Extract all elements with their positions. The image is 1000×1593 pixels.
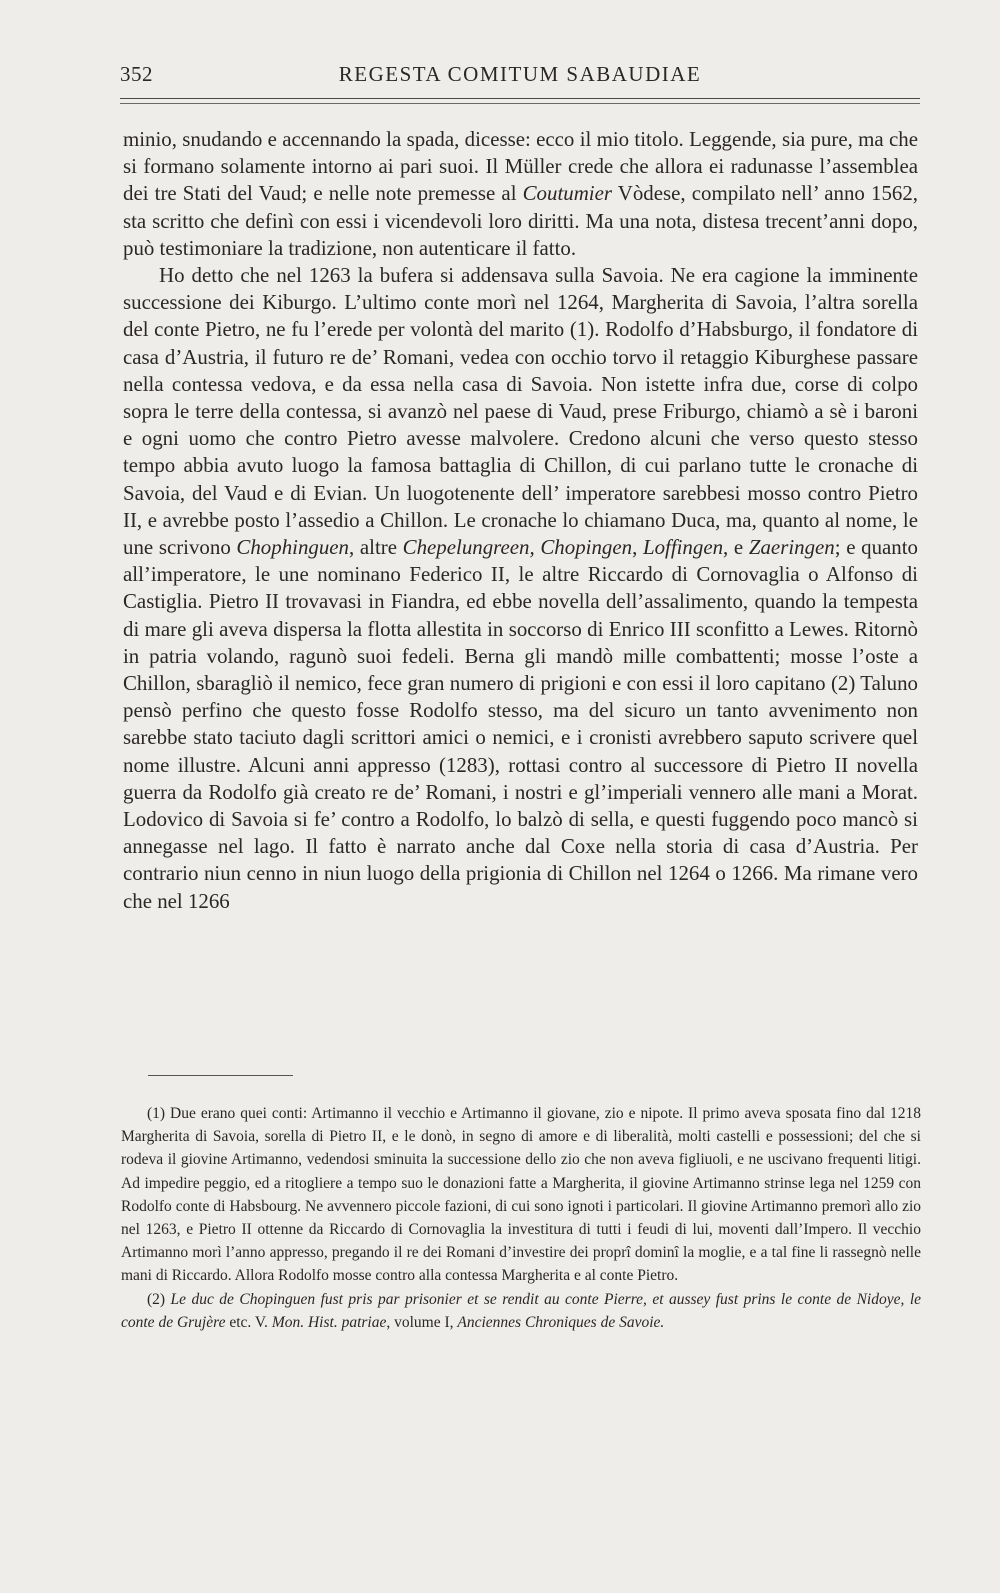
footnote-2-italic-1: Le duc de Chopinguen fust pris par prisonier et se rendit au conte Pierre, et aussey fust prins le conte de Nidoye, le conte de Grujère bbox=[121, 1290, 922, 1331]
paragraph-2 bbox=[123, 262, 918, 915]
paragraph-2-italic-3: Loffingen bbox=[642, 535, 724, 560]
paragraph-2-text-b: . Rodolfo d’Habsburgo, il fondatore di casa d’Austria, il futuro re de’ Romani, vedea con occhio torvo il retaggio Kiburghese passare nella contessa vedova, e da essa nella casa di Savoia. Non istette infra due, corse di colpo sopra le terre della contessa, si avanzò nel paese di Vaud, prese Friburgo, chiamò a sè i baroni e ogni uomo che contro Pietro avesse malvolere. Credono alcuni che verso questo stesso tempo abbia avuto luogo la famosa battaglia di Chillon, di cui parlano tutte le cronache di Savoia, del Vaud e di Evian. Un luogotenente dell’ imperatore sarebbesi mosso contro Pietro II, e avrebbe posto l’assedio a Chillon. Le cronache lo chiamano Duca, ma, quanto al nome, le une scrivono bbox=[123, 317, 918, 560]
footnote-1-text: Due erano quei conti: Artimanno il vecchio e Artimanno il giovane, zio e nipote. Il primo aveva sposata fino dal 1218 Margherita di Savoia, sorella di Pietro II, e le donò, in segno di amore e di liberalità, molti castelli e possessioni; del che si rodeva il giovine Artimanno, vedendosi sminuita la successione dello zio che non aveva figliuoli, e ne uscivano frequenti litigi. Ad impedire peggio, ed a ritogliere a tempo suo le donazioni fatte a Margherita, il giovine Artimanno strinse lega nel 1259 con Rodolfo conte di Habsbourg. Ne avvennero piccole fazioni, di cui sono ignoti i particolari. Il giovine Artimanno premorì allo zio nel 1263, e Pietro II ottenne da Riccardo di Cornovaglia la investitura di tutti i feudi di lui, moventi dall’Impero. Il vecchio Artimanno morì l’anno appresso, pregando il re dei Romani d’investire dei proprî dominî la moglie, e a tal fine li rassegnò nelle mani di Riccardo. Allora Rodolfo mosse contro alla contessa Margherita e al conte Pietro. bbox=[121, 1105, 921, 1285]
header-rule-top bbox=[120, 98, 920, 99]
paragraph-2-italic-2: Chepelungreen, Chopingen bbox=[402, 535, 633, 560]
footnote-2-italic-3: Anciennes Chroniques de Savoie. bbox=[457, 1313, 665, 1331]
paragraph-2-text-d: , bbox=[632, 535, 643, 560]
paragraph-2-text-c: , altre bbox=[349, 535, 403, 560]
footnote-ref-2[interactable]: (2) bbox=[830, 671, 856, 696]
paragraph-1-italic: Coutumier bbox=[522, 181, 612, 206]
paragraph-1-text-b: Vòdese, compilato nell’ anno 1562, sta scritto che definì con essi i vicendevoli loro diritti. Ma una nota, distesa trecent’anni dopo, può testimoniare la tradizione, non autenticare il fatto. bbox=[123, 181, 919, 260]
paragraph-2-text-a: Ho detto che nel 1263 la bufera si addensava sulla Savoia. Ne era cagione la imminente successione dei Kiburgo. L’ultimo conte morì nel 1264, Margherita di Savoia, l’altra sorella del conte Pietro, ne fu l’erede per volontà del marito bbox=[123, 263, 918, 342]
paragraph-2-italic-1: Chophinguen bbox=[236, 535, 349, 560]
paragraph-2-text-e: , e bbox=[723, 535, 749, 560]
paragraph-2-text-f: ; e quanto all’imperatore, le une nominano Federico II, le altre Riccardo di Cornovaglia o Alfonso di Castiglia. Pietro II trovavasi in Fiandra, ed ebbe novella dell’assalimento, quando la tempesta di mare gli aveva dispersa la flotta allestita in soccorso di Enrico III sconfitto a Lewes. Ritornò in patria volando, ragunò suoi fedeli. Berna gli mandò mille combattenti; mosse l’oste a Chillon, sbaragliò il nemico, fece gran numero di prigioni e con essi il loro capitano bbox=[123, 535, 918, 696]
footnote-1-marker: (1) bbox=[147, 1105, 166, 1122]
footnotes bbox=[121, 1102, 921, 1334]
footnote-separator bbox=[148, 1075, 293, 1076]
paragraph-2-italic-4: Zaeringen bbox=[748, 535, 835, 560]
footnote-2-marker: (2) bbox=[147, 1290, 166, 1308]
header-rule-bottom bbox=[120, 103, 920, 104]
page-header bbox=[120, 62, 920, 94]
footnote-2 bbox=[121, 1288, 921, 1334]
footnote-ref-1[interactable]: (1) bbox=[569, 317, 595, 342]
footnote-2-italic-2: Mon. Hist. patriae bbox=[271, 1313, 387, 1331]
page-number: 352 bbox=[120, 62, 153, 86]
paragraph-1 bbox=[123, 126, 918, 262]
body-text bbox=[123, 126, 918, 915]
paragraph-2-text-g: Taluno pensò perfino che questo fosse Rodolfo stesso, ma del sicuro un tanto avvenimento non sarebbe stato taciuto dagli scrittori amici o nemici, e i cronisti avrebbero saputo scrivere quel nome illustre. Alcuni anni appresso (1283), rottasi contro al successore di Pietro II novella guerra da Rodolfo già creato re de’ Romani, i nostri e gl’imperiali vennero alle mani a Morat. Lodovico di Savoia si fe’ contro a Rodolfo, lo balzò di sella, e questi fuggendo poco mancò si annegasse nel lago. Il fatto è narrato anche dal Coxe nella storia di casa d’Austria. Per contrario niun cenno in niun luogo della prigionia di Chillon nel 1264 o 1266. Ma rimane vero che nel 1266 bbox=[123, 671, 918, 913]
running-title: REGESTA COMITUM SABAUDIAE bbox=[338, 62, 702, 86]
footnote-2-text-a: etc. V. bbox=[225, 1313, 272, 1331]
footnote-1 bbox=[121, 1102, 921, 1288]
paragraph-1-text-a: minio, snudando e accennando la spada, dicesse: ecco il mio titolo. Leggende, sia pure, ma che si formano solamente intorno ai pari suoi. Il Müller crede che allora ei radunasse l’assemblea dei tre Stati del Vaud; e nelle note premesse al bbox=[123, 127, 918, 206]
footnote-2-text-b: , volume I, bbox=[386, 1313, 458, 1331]
